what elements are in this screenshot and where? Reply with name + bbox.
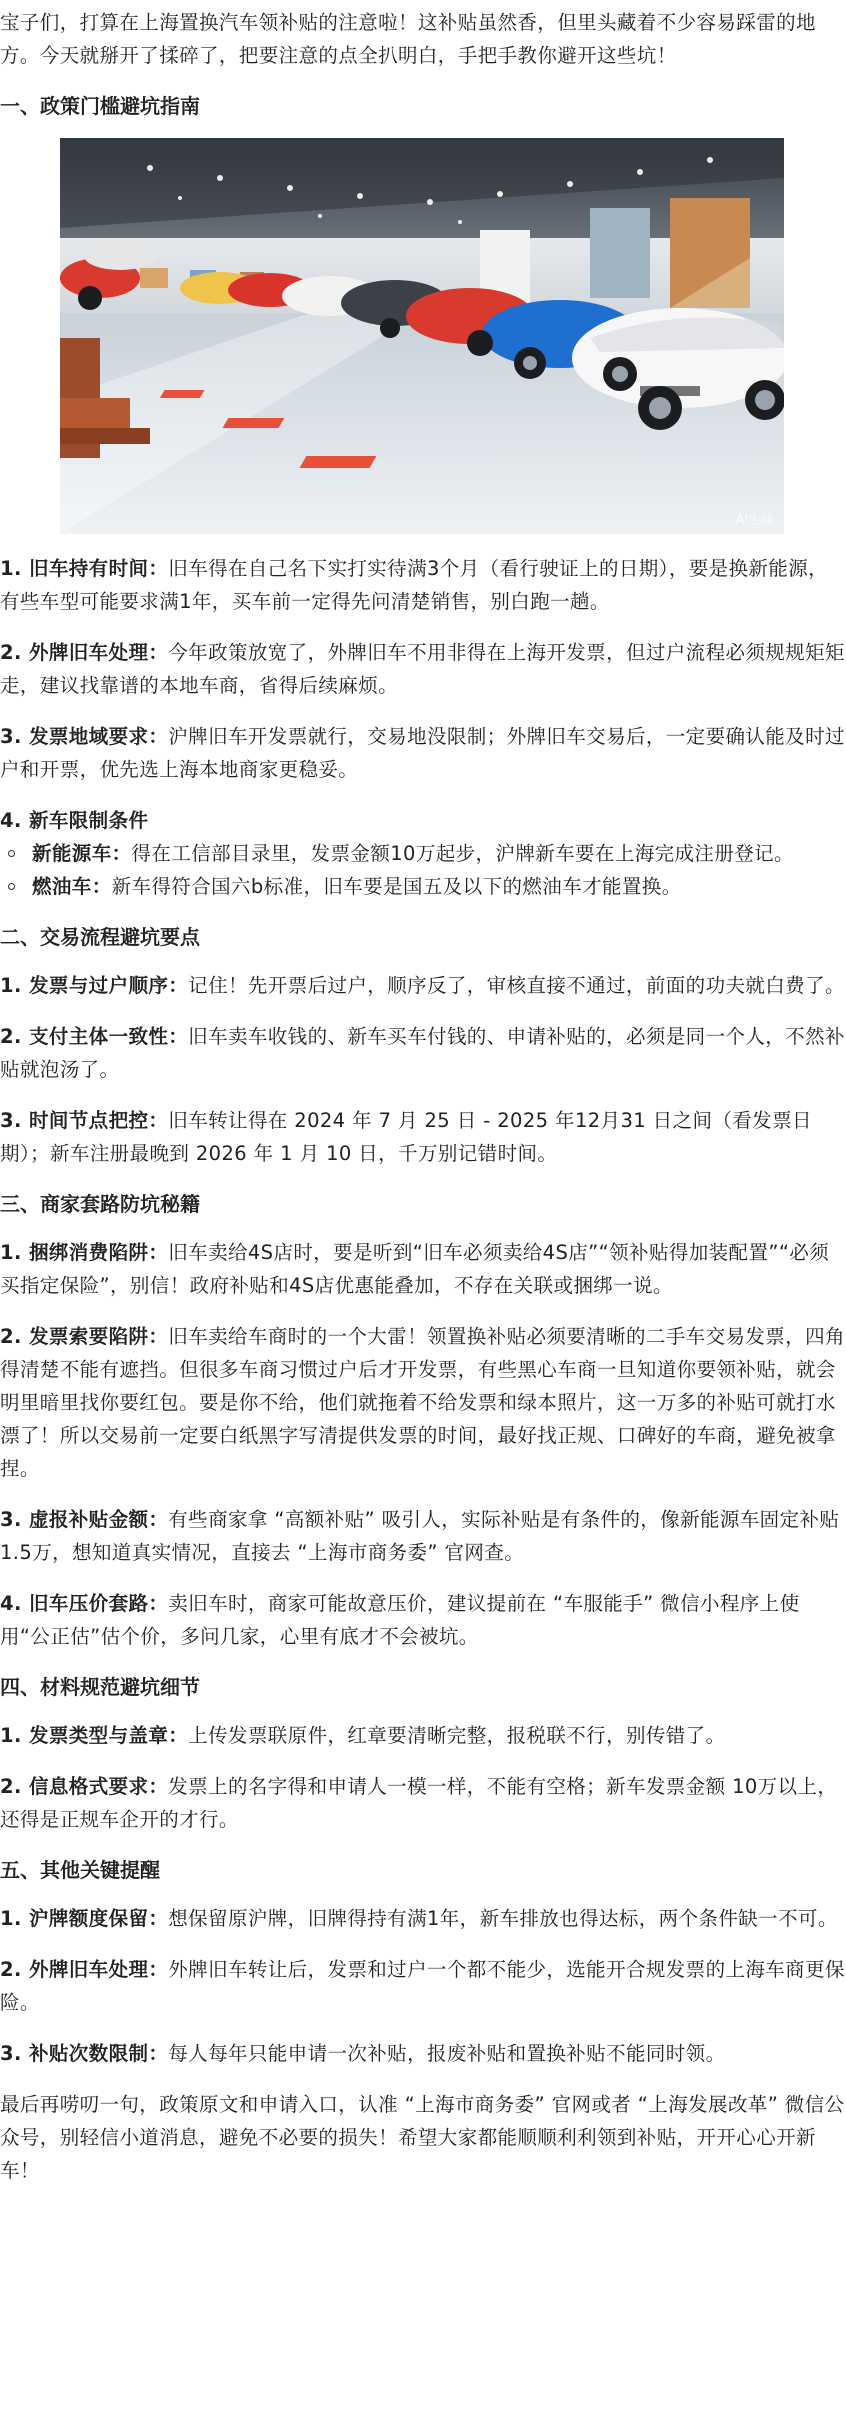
item-lead: 1. 旧车持有时间： [0, 557, 169, 580]
sub-lead: 新能源车： [32, 842, 132, 865]
sub-item-fuel [0, 870, 846, 903]
dealer-item-1 [0, 1236, 846, 1302]
item-text: 旧车卖车收钱的、新车买车付钱的、申请补贴的，必须是同一个人，不然补贴就泡汤了。 [0, 1025, 845, 1081]
process-item-3 [0, 1104, 846, 1170]
item-lead: 2. 外牌旧车处理： [0, 641, 169, 664]
hollow-bullet-icon [8, 850, 15, 857]
item-lead: 3. 时间节点把控： [0, 1109, 169, 1132]
item-text: 上传发票联原件，红章要清晰完整，报税联不行，别传错了。 [188, 1724, 726, 1747]
item-4-title: 4. 新车限制条件 [0, 809, 149, 832]
sub-lead: 燃油车： [32, 875, 112, 898]
item-lead [0, 804, 846, 837]
materials-item-1 [0, 1719, 846, 1752]
item-lead: 1. 发票与过户顺序： [0, 974, 189, 997]
dealer-item-4 [0, 1587, 846, 1653]
showroom-illustration [60, 138, 784, 534]
item-text: 旧车卖给车商时的一个大雷！领置换补贴必须要清晰的二手车交易发票，四角得清楚不能有遮挡。但很多车商习惯过户后才开发票，有些黑心车商一旦知道你要领补贴，就会明里暗里找你要红包。要是你不给，他们就拖着不给发票和绿本照片，这一万多的补贴可就打水漂了！所以交易前一定要白纸黑字写清提供发票的时间，最好找正规、口碑好的车商，避免被拿捏。 [0, 1325, 845, 1480]
section-title-other-tips: 五、其他关键提醒 [0, 1858, 160, 1882]
policy-item-3 [0, 720, 846, 786]
dealer-item-2 [0, 1320, 846, 1485]
item-text: 发票上的名字得和申请人一模一样，不能有空格；新车发票金额 10万以上，还得是正规车企开的才行。 [0, 1775, 838, 1831]
section-title-process: 二、交易流程避坑要点 [0, 925, 200, 949]
tips-item-3 [0, 2037, 846, 2070]
item-text: 旧车转让得在 2024 年 7 月 25 日 - 2025 年12月31 日之间（看发票日期）；新车注册最晚到 2026 年 1 月 10 日，千万别记错时间。 [0, 1109, 812, 1165]
sub-item-nev [0, 837, 846, 870]
item-lead: 4. 旧车压价套路： [0, 1592, 169, 1615]
item-text: 想保留原沪牌，旧牌得持有满1年，新车排放也得达标，两个条件缺一不可。 [168, 1907, 838, 1930]
policy-item-4 [0, 804, 846, 903]
item-lead: 2. 支付主体一致性： [0, 1025, 189, 1048]
section-title-policy: 一、政策门槛避坑指南 [0, 94, 200, 118]
policy-item-1 [0, 552, 846, 618]
sub-text: 新车得符合国六b标准，旧车要是国五及以下的燃油车才能置换。 [111, 875, 682, 898]
item-text: 记住！先开票后过户，顺序反了，审核直接不通过，前面的功夫就白费了。 [188, 974, 845, 997]
item-text: 每人每年只能申请一次补贴，报废补贴和置换补贴不能同时领。 [168, 2042, 726, 2065]
item-lead: 2. 信息格式要求： [0, 1775, 169, 1798]
item-lead: 3. 发票地域要求： [0, 725, 169, 748]
car-showroom-photo [60, 138, 784, 534]
process-item-2 [0, 1020, 846, 1086]
item-lead: 1. 发票类型与盖章： [0, 1724, 189, 1747]
item-text: 卖旧车时，商家可能故意压价，建议提前在 “车服能手” 微信小程序上使用“公正估”估个价，多问几家，心里有底才不会被坑。 [0, 1592, 800, 1648]
item-lead: 3. 补贴次数限制： [0, 2042, 169, 2065]
materials-item-2 [0, 1770, 846, 1836]
item-text: 有些商家拿 “高额补贴” 吸引人，实际补贴是有条件的，像新能源车固定补贴1.5万，想知道真实情况，直接去 “上海市商务委” 官网查。 [0, 1508, 840, 1564]
ai-watermark: AI生成 [735, 513, 774, 528]
closing-paragraph: 最后再唠叨一句，政策原文和申请入口，认准 “上海市商务委” 官网或者 “上海发展改革” 微信公众号，别轻信小道消息，避免不必要的损失！希望大家都能顺顺利利领到补贴，开开心心开新车！ [0, 2093, 845, 2182]
item-lead: 2. 外牌旧车处理： [0, 1958, 169, 1981]
tips-item-1 [0, 1902, 846, 1935]
item-text: 今年政策放宽了，外牌旧车不用非得在上海开发票，但过户流程必须规规矩矩走，建议找靠谱的本地车商，省得后续麻烦。 [0, 641, 845, 697]
sub-text: 得在工信部目录里，发票金额10万起步，沪牌新车要在上海完成注册登记。 [131, 842, 794, 865]
hollow-bullet-icon [8, 883, 15, 890]
tips-item-2 [0, 1953, 846, 2019]
item-text: 外牌旧车转让后，发票和过户一个都不能少，选能开合规发票的上海车商更保险。 [0, 1958, 845, 2014]
section-title-dealer-tricks: 三、商家套路防坑秘籍 [0, 1192, 200, 1216]
dealer-item-3 [0, 1503, 846, 1569]
item-text: 旧车得在自己名下实打实待满3个月（看行驶证上的日期），要是换新能源，有些车型可能要求满1年，买车前一定得先问清楚销售，别白跑一趟。 [0, 557, 829, 613]
section-title-materials: 四、材料规范避坑细节 [0, 1675, 200, 1699]
intro-paragraph: 宝子们，打算在上海置换汽车领补贴的注意啦！这补贴虽然香，但里头藏着不少容易踩雷的地方。今天就掰开了揉碎了，把要注意的点全扒明白，手把手教你避开这些坑！ [0, 11, 816, 67]
policy-item-2 [0, 636, 846, 702]
item-text: 旧车卖给4S店时，要是听到“旧车必须卖给4S店”“领补贴得加装配置”“必须买指定保险”，别信！政府补贴和4S店优惠能叠加，不存在关联或捆绑一说。 [0, 1241, 830, 1297]
item-lead: 3. 虚报补贴金额： [0, 1508, 169, 1531]
item-lead: 2. 发票索要陷阱： [0, 1325, 169, 1348]
item-lead: 1. 捆绑消费陷阱： [0, 1241, 169, 1264]
item-text: 沪牌旧车开发票就行，交易地没限制；外牌旧车交易后，一定要确认能及时过户和开票，优先选上海本地商家更稳妥。 [0, 725, 845, 781]
item-lead: 1. 沪牌额度保留： [0, 1907, 169, 1930]
process-item-1 [0, 969, 846, 1002]
